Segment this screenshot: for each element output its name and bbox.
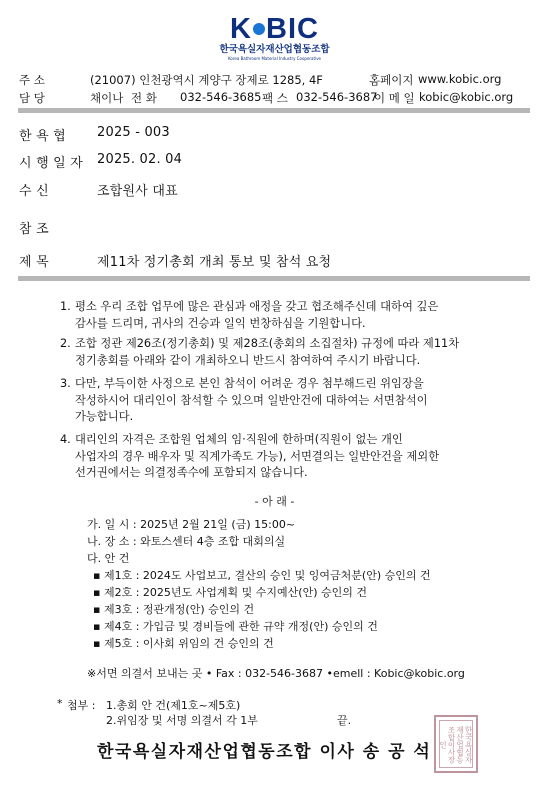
below-title: - 아 래 - [254, 495, 295, 508]
attachment-2: 2.위임장 및 서명 의결서 각 1부 [106, 714, 258, 727]
subject-value: 제11차 정기총회 개최 통보 및 참석 요청 [97, 255, 332, 270]
divider-top [18, 108, 530, 113]
logo-letter-k: K [230, 13, 252, 45]
paragraph-line: 가능합니다. [75, 410, 134, 423]
seal-text: 한국욕실자재산업협동조합이사장인 [439, 720, 473, 768]
agenda-item-text: 제2호 : 2025년도 사업계획 및 수지예산(안) 승인의 건 [103, 586, 367, 599]
reference-label: 참 조 [19, 222, 49, 237]
agenda-item-text: 제4호 : 가입금 및 경비들에 관한 규약 개정(안) 승인의 건 [103, 620, 378, 633]
address-value: (21007) 인천광역시 계양구 장제로 1285, 4F [90, 73, 323, 87]
logo-letters-bic: BIC [266, 13, 319, 45]
divider-subject [18, 276, 530, 281]
attachment-label: 첨부 : [67, 699, 96, 712]
paragraph-4 [60, 432, 530, 482]
bullet-icon: ▪ [93, 586, 101, 599]
sender-name: 한국욕실자재산업협동조합 이사 송 공 석 [97, 742, 432, 762]
paragraph-line: 대리인의 자격은 조합원 업체의 임·직원에 한하며(직원이 없는 개인 [75, 433, 403, 446]
end-mark: 끝. [337, 714, 352, 727]
agenda-item-1 [93, 567, 431, 583]
send-note: ※서면 의결서 보내는 곳 • Fax : 032-546-3687 •emell : Kobic@kobic.org [87, 667, 465, 680]
paragraph-line: 평소 우리 조합 업무에 많은 관심과 애정을 갖고 협조해주신데 대하여 깊은 [75, 300, 439, 313]
subject-label: 제 목 [19, 255, 49, 270]
logo-org-english: Korea Bathroom Material Industry Cooperative [227, 56, 322, 61]
paragraph-line: 선거권에서는 의결정족수에 포함되지 않습니다. [75, 466, 308, 479]
bullet-icon: ▪ [93, 620, 101, 633]
doc-no-value: 2025 - 003 [97, 125, 170, 140]
manager-value: 채이나 [90, 91, 124, 105]
homepage-link[interactable]: www.kobic.org [418, 72, 502, 86]
bullet-icon: ▪ [93, 603, 101, 616]
paragraph-line: 정기총회를 아래와 같이 개최하오니 반드시 참여하여 주시기 바랍니다. [75, 353, 421, 367]
paragraph-line: 사업자의 경우 배우자 및 직계가족도 가능), 서면결의는 일반안건을 제외한 [75, 449, 440, 463]
paragraph-number: 4. [60, 433, 71, 446]
manager-label: 담 당 [19, 91, 45, 105]
paragraph-number: 2. [60, 337, 71, 350]
recipient-value: 조합원사 대표 [97, 184, 178, 199]
recipient-label: 수 신 [19, 184, 49, 199]
paragraph-line: 작성하시어 대리인이 참석할 수 있으며 일반안건에 대하여는 서면참석이 [75, 393, 428, 407]
attachment-1: 1.총회 안 건(제1호~제5호) [106, 699, 241, 712]
agenda-item-text: 제1호 : 2024도 사업보고, 결산의 승인 및 잉여금처분(안) 승인의 건 [103, 569, 431, 582]
email-label: 이 메 일 [374, 91, 415, 105]
phone-value: 032-546-3685 [180, 90, 262, 104]
paragraph-number: 1. [60, 300, 71, 313]
bullet-icon: ▪ [93, 637, 101, 650]
paragraph-line: 감사를 드리며, 귀사의 건승과 일익 번창하심을 기원합니다. [75, 316, 366, 330]
logo-wordmark [0, 14, 549, 44]
logo [0, 14, 549, 61]
fax-value: 032-546-3687 [296, 90, 378, 104]
date-label: 시 행 일 자 [19, 156, 84, 171]
agenda-label: 다. 안 건 [87, 552, 130, 565]
meeting-place: 나. 장 소 : 와토스센터 4층 조합 대회의실 [87, 535, 286, 548]
doc-no-label: 한 욕 협 [19, 129, 66, 144]
meeting-datetime: 가. 일 시 : 2025년 2월 21일 (금) 15:00~ [87, 518, 296, 531]
homepage-label: 홈페이지 [369, 73, 414, 87]
email-link[interactable]: kobic@kobic.org [419, 90, 514, 104]
paragraph-number: 3. [60, 377, 71, 390]
fax-label: 팩 스 [262, 91, 288, 105]
paragraph-line: 다만, 부득이한 사정으로 본인 참석이 어려운 경우 첨부해드린 위임장을 [75, 377, 424, 390]
attachment-mark: * [57, 697, 63, 710]
paragraph-2 [60, 336, 515, 369]
agenda-item-text: 제3호 : 정관개정(안) 승인의 건 [103, 603, 255, 616]
address-label: 주 소 [19, 73, 45, 87]
paragraph-line: 조합 정관 제26조(정기총회) 및 제28조(총회의 소집절차) 규정에 따라 제11차 [75, 337, 460, 350]
official-seal [434, 715, 478, 773]
agenda-item-4 [93, 618, 378, 634]
agenda-item-2 [93, 584, 367, 600]
phone-label: 전 화 [131, 91, 157, 105]
bullet-icon: ▪ [93, 569, 101, 582]
paragraph-1 [60, 299, 515, 332]
agenda-item-5 [93, 635, 274, 651]
paragraph-3 [60, 376, 515, 426]
logo-dot-icon [253, 23, 265, 35]
agenda-item-text: 제5호 : 이사회 위임의 건 승인의 건 [103, 637, 274, 650]
logo-org-name: 한국욕실자재산업협동조합 [219, 44, 330, 55]
date-value: 2025. 02. 04 [97, 152, 183, 167]
agenda-item-3 [93, 601, 254, 617]
